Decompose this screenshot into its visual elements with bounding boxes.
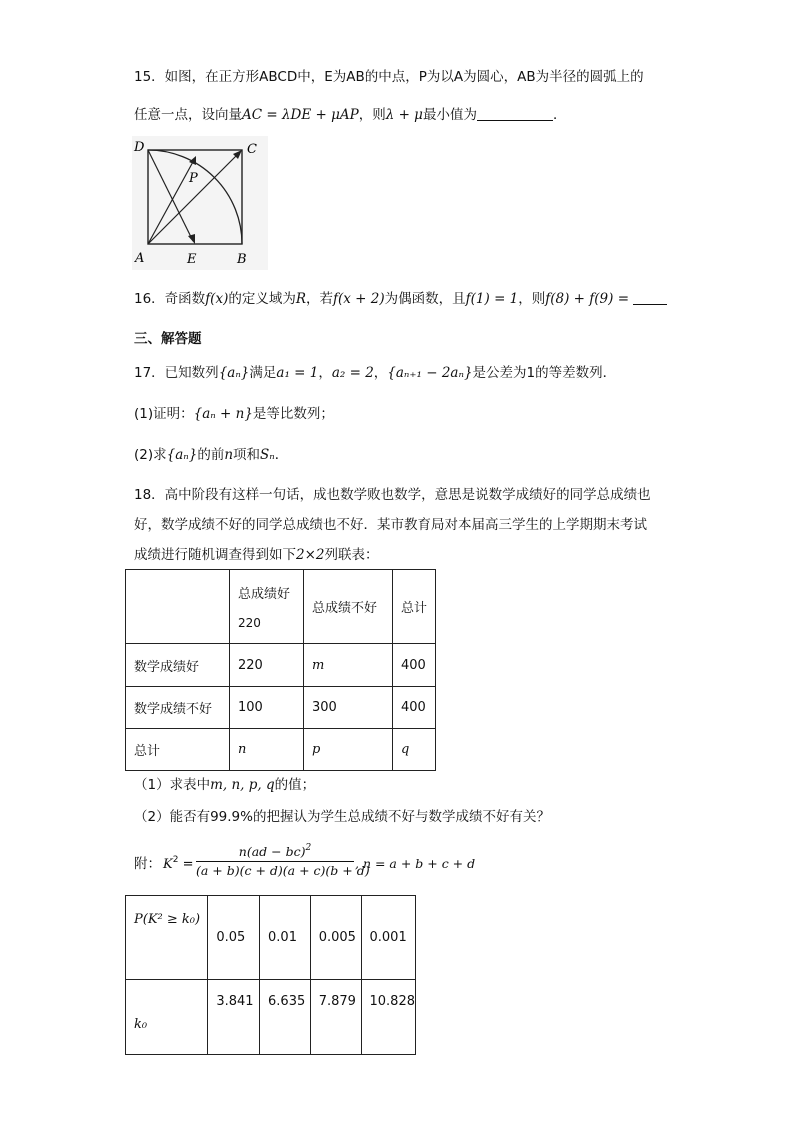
table-row: [126, 687, 436, 729]
crit-cell: 10.828: [361, 980, 416, 1055]
q17-sep2: ，: [373, 365, 388, 381]
table-row: [126, 729, 436, 771]
q18-line3-b: 列联表：: [324, 547, 379, 563]
q15-vector-equation: AC = λDE + μAP: [242, 107, 359, 123]
q17-p1-seq: {aₙ + n}: [193, 406, 253, 422]
label-b: B: [237, 252, 247, 267]
crit-cell: 0.01: [260, 896, 311, 980]
q18-line2: 好，数学成绩不好的同学总成绩也不好．某市教育局对本届高三学生的上学期期末考试: [134, 517, 647, 533]
q16-mid3: 为偶函数，且: [384, 291, 466, 307]
label-d: D: [134, 140, 145, 155]
formula-k: K: [163, 857, 173, 872]
table-header-cell: [126, 570, 230, 644]
q17-p2-d: ．: [274, 447, 289, 463]
q16-mid1: 的定义域为: [228, 291, 296, 307]
formula-denominator: (a + b)(c + d)(a + c)(b + d): [196, 863, 370, 878]
header-good-sub: 220: [238, 616, 261, 630]
q16: [134, 290, 667, 308]
crit-cell: 0.05: [208, 896, 260, 980]
crit-cell: 7.879: [310, 980, 361, 1055]
label-e: E: [187, 252, 197, 267]
table-header-row: [126, 570, 436, 644]
formula-num-text: n(ad − bc): [238, 844, 306, 859]
q17-text-c: 是公差为1的等差数列．: [472, 365, 617, 381]
table-cell: 400: [393, 644, 436, 687]
q16-mid4: ，则: [518, 291, 546, 307]
formula-n-def: , n = a + b + c + d: [355, 856, 476, 871]
q17-a1: a₁ = 1: [276, 365, 319, 381]
crit-cell: 0.001: [361, 896, 416, 980]
q18-sub2: （2）能否有99.9%的把握认为学生总成绩不好与数学成绩不好有关？: [134, 809, 550, 825]
q17-sep: ，: [318, 365, 332, 381]
q17-p2-n: n: [224, 447, 234, 463]
q16-fx: f(x): [205, 291, 229, 307]
table-cell: q: [393, 729, 436, 771]
q16-fx2: f(x + 2): [333, 291, 385, 307]
q17-seq2: {aₙ₊₁ − 2aₙ}: [387, 365, 473, 381]
crit-row-label: P(K² ≥ k₀): [126, 896, 208, 980]
table-cell: 100: [230, 687, 304, 729]
table-cell: 220: [230, 644, 304, 687]
q18-sub1-vars: m, n, p, q: [210, 777, 275, 793]
q17-p2-c: 项和: [233, 447, 261, 463]
q15-line2-prefix: 任意一点，设向量: [134, 107, 242, 123]
q18-line3: [134, 546, 379, 564]
q17-p2-s: Sₙ: [260, 447, 275, 463]
q17-a2: a₂ = 2: [331, 365, 374, 381]
crit-row-label: k₀: [126, 980, 208, 1055]
q17-p2-b: 的前: [197, 447, 225, 463]
table-row: [126, 644, 436, 687]
table-header-cell: [230, 570, 304, 644]
q17-line1: [134, 364, 616, 382]
q18-sub1-a: （1）求表中: [134, 777, 211, 793]
q15-line2: [134, 106, 566, 124]
table-cell: n: [230, 729, 304, 771]
critical-value-table: [125, 895, 416, 1055]
table-cell: 总计: [126, 729, 230, 771]
q17-part1: [134, 405, 334, 423]
q17-text-a: 17．已知数列: [134, 365, 219, 381]
q15-expression: λ + μ: [385, 107, 423, 123]
table-header-cell: 总成绩不好: [304, 570, 393, 644]
q15-line1: 15．如图，在正方形ABCD中，E为AB的中点，P为以A为圆心，AB为半径的圆弧上的: [134, 69, 644, 85]
label-p: P: [189, 171, 198, 186]
crit-cell: 6.635: [260, 980, 311, 1055]
q17-part2: [134, 446, 288, 464]
q18-sub1-b: 的值；: [274, 777, 316, 793]
crit-row-k: [126, 980, 416, 1055]
q16-prefix: 16．奇函数: [134, 291, 206, 307]
q17-seq: {aₙ}: [218, 365, 250, 381]
q15-end: ．: [552, 107, 567, 123]
section-heading: 三、解答题: [134, 331, 202, 347]
q17-p2-a: (2)求: [134, 447, 167, 463]
q16-answer-blank[interactable]: [633, 290, 667, 305]
q16-sum: f(8) + f(9) =: [545, 291, 630, 307]
table-cell: m: [304, 644, 393, 687]
header-good-total: 总成绩好: [238, 587, 291, 602]
q17-p2-seq: {aₙ}: [166, 447, 198, 463]
table-cell: 数学成绩好: [126, 644, 230, 687]
q18-line3-a: 成绩进行随机调查得到如下: [134, 547, 296, 563]
q17-p1-b: 是等比数列；: [252, 406, 334, 422]
q16-domain-r: R: [295, 291, 307, 307]
square-arc-figure: [132, 136, 268, 270]
q15-line2-mid: ，则: [358, 107, 386, 123]
formula-lhs: $K^2$ =: [163, 855, 194, 872]
table-cell: 400: [393, 687, 436, 729]
crit-row-p: [126, 896, 416, 980]
formula-fraction: [196, 843, 370, 878]
formula-numerator: n(ad − bc)$^2$: [238, 843, 312, 859]
q15-line2-suffix: 最小值为: [422, 107, 477, 123]
q16-mid2: ，若: [306, 291, 334, 307]
q18-line1: 18．高中阶段有这样一句话，成也数学败也数学，意思是说数学成绩好的同学总成绩也: [134, 487, 651, 503]
q16-f1: f(1) = 1: [465, 291, 519, 307]
label-c: C: [247, 142, 257, 157]
table-cell: p: [304, 729, 393, 771]
table-cell: 数学成绩不好: [126, 687, 230, 729]
table-header-cell: 总计: [393, 570, 436, 644]
table-cell: 300: [304, 687, 393, 729]
q18-dim: 2×2: [296, 547, 325, 563]
q15-answer-blank[interactable]: [477, 106, 553, 121]
label-a: A: [135, 251, 145, 266]
crit-cell: 3.841: [208, 980, 260, 1055]
q17-text-b: 满足: [249, 365, 277, 381]
q18-sub1: [134, 776, 315, 794]
q17-p1-a: (1)证明：: [134, 406, 194, 422]
appendix-label: 附：: [134, 856, 161, 872]
crit-cell: 0.005: [310, 896, 361, 980]
contingency-table: [125, 569, 436, 771]
